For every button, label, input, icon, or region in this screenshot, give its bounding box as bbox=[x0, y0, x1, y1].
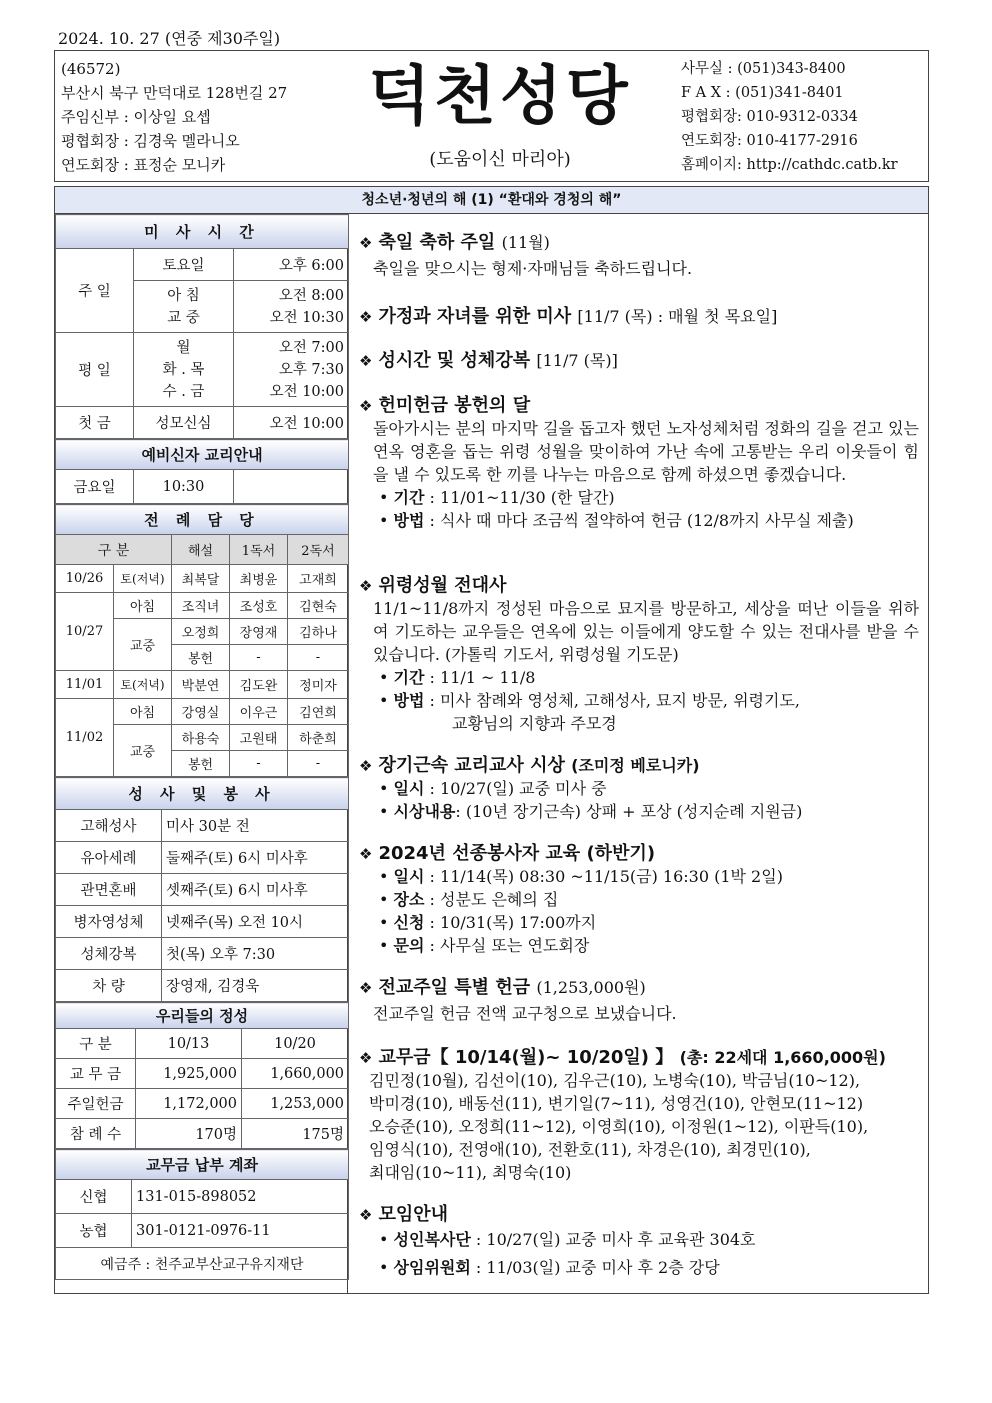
diamond-bullet-icon: ❖ bbox=[359, 308, 373, 326]
yeondo-phone: 연도회장: 010-4177-2916 bbox=[681, 133, 858, 149]
sacrament-value: 장영재, 김경욱 bbox=[162, 970, 349, 1002]
liturgy-title: 전 례 담 당 bbox=[56, 505, 349, 535]
mon-mass: 월 bbox=[176, 339, 191, 356]
liturgy-date: 10/27 bbox=[56, 593, 114, 671]
offering-col: 10/20 bbox=[242, 1029, 349, 1059]
liturgy-cell: 이우근 bbox=[230, 699, 288, 725]
sunday-label: 주 일 bbox=[56, 249, 134, 333]
col-commentary: 해설 bbox=[172, 535, 230, 565]
sacrament-value: 첫(목) 오후 7:30 bbox=[162, 938, 349, 970]
liturgy-cell: 김도완 bbox=[230, 671, 288, 699]
sacrament-label: 병자영성체 bbox=[56, 906, 162, 938]
sacrament-value: 셋째주(토) 6시 미사후 bbox=[162, 874, 349, 906]
sacrament-label: 성체강복 bbox=[56, 938, 162, 970]
diamond-bullet-icon: ❖ bbox=[359, 757, 373, 775]
catechumen-day: 금요일 bbox=[56, 470, 134, 504]
liturgy-type: 교중 bbox=[114, 619, 172, 671]
offering-label: 참 례 수 bbox=[56, 1119, 136, 1149]
notice-indulgence: ❖ 위령성월 전대사 11/1~11/8까지 정성된 마음으로 묘지를 방문하고, 세상을 떠난 이들을 위하여 기도하는 교우들은 연옥에 있는 이들에게 양도할 수 있는 전대사를 받을 수 있습니다. (가톨릭 기도서, 위령성월 기도문) • 기간 : 11/1 ~ 11/8 • 방법 : 미사 참례와 영성체, 고해성사, 묘지 방문, 위령기도, 교황님의 지향과 주모경 bbox=[359, 575, 919, 733]
notice-feast-day: ❖ 축일 축하 주일 (11월) 축일을 맞으시는 형제·자매님들 축하드립니다. bbox=[359, 232, 693, 278]
mass-schedule bbox=[55, 214, 349, 439]
liturgy-cell: - bbox=[230, 645, 288, 671]
col-reading1: 1독서 bbox=[230, 535, 288, 565]
offering-value: 170명 bbox=[136, 1119, 242, 1149]
wedfri-mass: 수 . 금 bbox=[162, 383, 205, 400]
diamond-bullet-icon: ❖ bbox=[359, 979, 373, 997]
offering-value: 175명 bbox=[242, 1119, 349, 1149]
school-mass-time: 오전 10:30 bbox=[269, 309, 344, 326]
school-mass: 교 중 bbox=[167, 309, 200, 326]
liturgy-cell: 조직녀 bbox=[172, 593, 230, 619]
offering-value: 1,253,000 bbox=[242, 1089, 349, 1119]
notice-teacher-award: ❖ 장기근속 교리교사 시상 (조미정 베로니카) • 일시 : 10/27(일) 교중 미사 중 • 시상내용: (10년 장기근속) 상패 + 포상 (성지순례 지원금) bbox=[359, 755, 803, 821]
liturgy-cell: 김하나 bbox=[288, 619, 349, 645]
church-title: 덕천성당 bbox=[368, 60, 632, 134]
liturgy-cell: 고원태 bbox=[230, 725, 288, 751]
notice-dues-list: ❖ 교무금【 10/14(월)~ 10/20일) 】 (총: 22세대 1,660,000원) 김민정(10월), 김선이(10), 김우근(10), 노병숙(10), 박금님(10~12), 박미경(10), 배동선(11), 변기일(7~11), 성영건(10), 안현모(11~12) 오승준(10), 오정희(11~12), 이영희(10), 이정원(1~12), 이판득(10), 임영식(10), 전영애(10), 전환호(11), 차경은(10), 최경민(10), 최대임(10~11), 최명숙(10) bbox=[359, 1047, 886, 1182]
council-president: 평협회장 : 김경욱 멜라니오 bbox=[61, 132, 240, 150]
mon-mass-time: 오전 7:00 bbox=[278, 339, 344, 356]
tuethu-mass: 화 . 목 bbox=[162, 361, 205, 378]
wedfri-mass-time: 오전 10:00 bbox=[269, 383, 344, 400]
account-table bbox=[55, 1149, 349, 1280]
diamond-bullet-icon: ❖ bbox=[359, 397, 373, 415]
bulletin-date: 2024. 10. 27 (연중 제30주일) bbox=[58, 29, 281, 48]
notice-family-mass: ❖ 가정과 자녀를 위한 미사 [11/7 (목) : 매월 첫 목요일] bbox=[359, 306, 778, 327]
liturgy-cell: 장영재 bbox=[230, 619, 288, 645]
diamond-bullet-icon: ❖ bbox=[359, 1049, 373, 1067]
col-category: 구 분 bbox=[56, 535, 172, 565]
homepage-link[interactable]: 홈페이지: http://cathdc.catb.kr bbox=[681, 157, 898, 173]
first-fri-time: 오전 10:00 bbox=[234, 407, 349, 439]
offering-col: 구 분 bbox=[56, 1029, 136, 1059]
liturgy-cell: - bbox=[288, 645, 349, 671]
sacrament-title: 성 사 및 봉 사 bbox=[56, 778, 349, 810]
tuethu-mass-time: 오후 7:30 bbox=[278, 361, 344, 378]
church-subtitle: (도움이신 마리아) bbox=[429, 149, 571, 170]
pastor: 주임신부 : 이상일 요셉 bbox=[61, 108, 211, 126]
offering-table bbox=[55, 1002, 349, 1149]
left-column bbox=[55, 214, 348, 1293]
offering-value: 1,925,000 bbox=[136, 1059, 242, 1089]
bulletin-body bbox=[54, 214, 929, 1294]
diamond-bullet-icon: ❖ bbox=[359, 234, 373, 252]
year-theme: 청소년·청년의 해 (1) “환대와 경청의 해” bbox=[54, 186, 929, 214]
notice-holy-hour: ❖ 성시간 및 성체강복 [11/7 (목)] bbox=[359, 350, 618, 371]
liturgy-date: 10/26 bbox=[56, 565, 114, 593]
contact-info bbox=[681, 57, 898, 177]
sat-mass-time: 오후 6:00 bbox=[234, 249, 349, 281]
fax: F A X : (051)341-8401 bbox=[681, 85, 844, 101]
liturgy-table bbox=[55, 504, 349, 777]
church-info bbox=[61, 57, 287, 177]
offering-label: 주일헌금 bbox=[56, 1089, 136, 1119]
sat-mass: 토요일 bbox=[134, 249, 234, 281]
col-reading2: 2독서 bbox=[288, 535, 349, 565]
offering-value: 1,660,000 bbox=[242, 1059, 349, 1089]
liturgy-date: 11/01 bbox=[56, 671, 114, 699]
diamond-bullet-icon: ❖ bbox=[359, 1206, 373, 1224]
liturgy-cell: 박분연 bbox=[172, 671, 230, 699]
sacrament-label: 차 량 bbox=[56, 970, 162, 1002]
account-holder: 예금주 : 천주교부산교구유지재단 bbox=[56, 1248, 349, 1280]
catechumen-title: 예비신자 교리안내 bbox=[56, 440, 349, 470]
sacrament-label: 관면혼배 bbox=[56, 874, 162, 906]
liturgy-cell: 하용숙 bbox=[172, 725, 230, 751]
liturgy-type: 토(저녁) bbox=[114, 565, 172, 593]
liturgy-type: 아침 bbox=[114, 699, 172, 725]
bank-name: 농협 bbox=[56, 1214, 132, 1248]
postal-code: (46572) bbox=[61, 60, 121, 78]
morning-mass: 아 침 bbox=[167, 287, 200, 304]
liturgy-cell: 하춘희 bbox=[288, 725, 349, 751]
liturgy-cell: 김연희 bbox=[288, 699, 349, 725]
sacrament-label: 고해성사 bbox=[56, 810, 162, 842]
liturgy-type: 아침 bbox=[114, 593, 172, 619]
first-fri-mass: 성모신심 bbox=[134, 407, 234, 439]
catechumen-time: 10:30 bbox=[134, 470, 234, 504]
offering-value: 1,172,000 bbox=[136, 1089, 242, 1119]
liturgy-cell: 조성호 bbox=[230, 593, 288, 619]
liturgy-cell: 고재희 bbox=[288, 565, 349, 593]
bulletin-header bbox=[54, 50, 929, 182]
council-phone: 평협회장: 010-9312-0334 bbox=[681, 109, 858, 125]
liturgy-cell: 강영실 bbox=[172, 699, 230, 725]
first-fri-label: 첫 금 bbox=[56, 407, 134, 439]
diamond-bullet-icon: ❖ bbox=[359, 352, 373, 370]
liturgy-cell: 김현숙 bbox=[288, 593, 349, 619]
sacrament-label: 유아세례 bbox=[56, 842, 162, 874]
church-address: 부산시 북구 만덕대로 128번길 27 bbox=[61, 84, 288, 102]
liturgy-type: 교중 bbox=[114, 725, 172, 777]
notice-rice-offering: ❖ 헌미헌금 봉헌의 달 돌아가시는 분의 마지막 길을 돕고자 했던 노자성체처럼 정화의 길을 걷고 있는 연옥 영혼을 돕는 위령 성월을 맞이하여 가난 속에 고통받는 우리 이웃들이 힘을 낼 수 있도록 한 끼를 나누는 마음으로 함께 하셨으면 좋겠습니다. • 기간 : 11/01~11/30 (한 달간) • 방법 : 식사 때 마다 조금씩 절약하여 헌금 (12/8까지 사무실 제출) bbox=[359, 395, 919, 530]
yeondo-president: 연도회장 : 표정순 모니카 bbox=[61, 156, 226, 174]
liturgy-date: 11/02 bbox=[56, 699, 114, 777]
morning-mass-time: 오전 8:00 bbox=[278, 287, 344, 304]
sacrament-value: 둘째주(토) 6시 미사후 bbox=[162, 842, 349, 874]
offering-title: 우리들의 정성 bbox=[56, 1003, 349, 1029]
sacrament-table bbox=[55, 777, 349, 1002]
mass-title: 미 사 시 간 bbox=[56, 215, 349, 249]
bank-name: 신협 bbox=[56, 1180, 132, 1214]
offering-label: 교 무 금 bbox=[56, 1059, 136, 1089]
offering-col: 10/13 bbox=[136, 1029, 242, 1059]
liturgy-offertory: 봉헌 bbox=[172, 751, 230, 777]
catechumen-info bbox=[55, 439, 349, 504]
weekday-label: 평 일 bbox=[56, 333, 134, 407]
sacrament-value: 넷째주(목) 오전 10시 bbox=[162, 906, 349, 938]
notice-meetings: ❖ 모임안내 • 성인복사단 : 10/27(일) 교중 미사 후 교육관 304호 • 상임위원회 : 11/03(일) 교중 미사 후 2층 강당 bbox=[359, 1204, 756, 1277]
account-number: 301-0121-0976-11 bbox=[132, 1214, 349, 1248]
notice-mission-offering: ❖ 전교주일 특별 헌금 (1,253,000원) 전교주일 헌금 전액 교구청으로 보냈습니다. bbox=[359, 977, 677, 1023]
account-title: 교무금 납부 계좌 bbox=[56, 1150, 349, 1180]
liturgy-offertory: 봉헌 bbox=[172, 645, 230, 671]
diamond-bullet-icon: ❖ bbox=[359, 845, 373, 863]
office-phone: 사무실 : (051)343-8400 bbox=[681, 61, 846, 77]
account-number: 131-015-898052 bbox=[132, 1180, 349, 1214]
liturgy-cell: 최복달 bbox=[172, 565, 230, 593]
diamond-bullet-icon: ❖ bbox=[359, 577, 373, 595]
liturgy-cell: - bbox=[288, 751, 349, 777]
liturgy-cell: 최병윤 bbox=[230, 565, 288, 593]
liturgy-cell: 정미자 bbox=[288, 671, 349, 699]
sacrament-value: 미사 30분 전 bbox=[162, 810, 349, 842]
liturgy-type: 토(저녁) bbox=[114, 671, 172, 699]
liturgy-cell: - bbox=[230, 751, 288, 777]
notice-volunteer-training: ❖ 2024년 선종봉사자 교육 (하반기) • 일시 : 11/14(목) 08:30 ~11/15(금) 16:30 (1박 2일) • 장소 : 성분도 은혜의 집 • 신청 : 10/31(목) 17:00까지 • 문의 : 사무실 또는 연도회장 bbox=[359, 843, 783, 955]
liturgy-cell: 오정희 bbox=[172, 619, 230, 645]
